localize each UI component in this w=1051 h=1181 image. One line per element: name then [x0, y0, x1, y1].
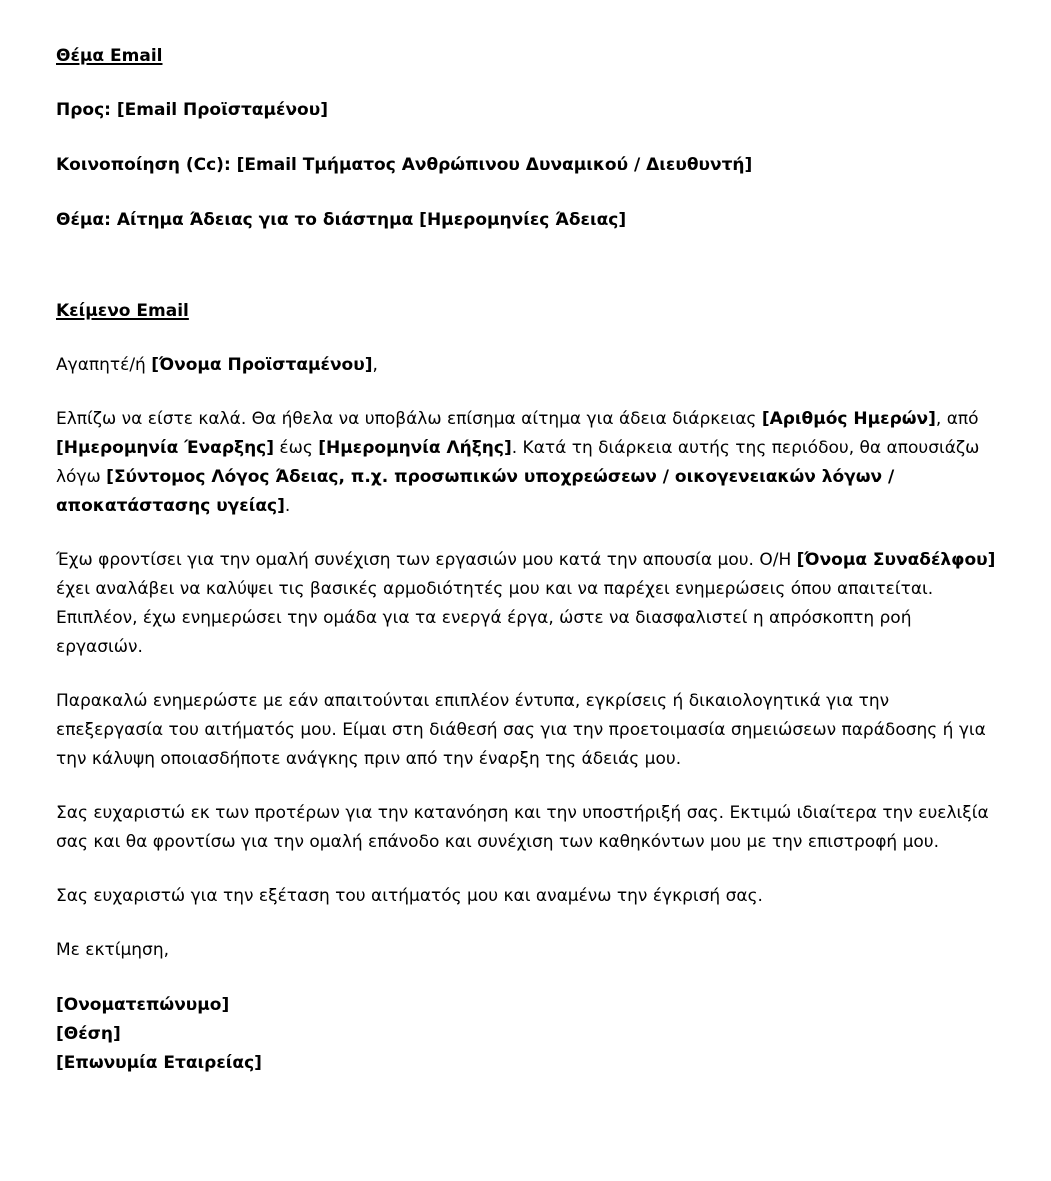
signature-block — [56, 991, 996, 1078]
spacer — [56, 323, 996, 351]
spacer — [56, 68, 996, 98]
signature-company: [Επωνυμία Εταιρείας] — [56, 1053, 262, 1073]
paragraph-1-placeholder-reason: [Σύντομος Λόγος Άδειας, π.χ. προσωπικών υποχρεώσεων / οικογενειακών λόγων / αποκατάστασης υγείας] — [56, 467, 895, 516]
paragraph-1-part-4: . Κατά τη διάρκεια αυτής της περιόδου, θα απουσιάζω λόγω — [56, 438, 980, 487]
paragraph-1-placeholder-end-date: [Ημερομηνία Λήξης] — [318, 438, 512, 458]
subject-section-heading-text: Θέμα Email — [56, 46, 163, 66]
paragraph-1-part-2: , από — [935, 409, 979, 429]
email-cc-line: Κοινοποίηση (Cc): [Email Τμήματος Ανθρώπινου Δυναμικού / Διευθυντή] — [56, 155, 753, 175]
email-subject-line: Θέμα: Αίτημα Άδειας για το διάστημα [Ημερομηνίες Άδειας] — [56, 210, 627, 230]
paragraph-1-part-3: έως — [274, 438, 319, 458]
body-paragraph-2 — [56, 546, 996, 662]
paragraph-1-placeholder-start-date: [Ημερομηνία Έναρξης] — [56, 438, 275, 458]
spacer — [56, 662, 996, 687]
paragraph-1-placeholder-days: [Αριθμός Ημερών] — [761, 409, 936, 429]
subject-section-heading — [56, 44, 996, 68]
paragraph-1-part-5: . — [284, 496, 291, 516]
spacer — [56, 178, 996, 208]
spacer — [56, 911, 996, 936]
body-paragraph-1 — [56, 405, 996, 521]
greeting-line — [56, 351, 996, 380]
closing-line: Με εκτίμηση, — [56, 940, 169, 960]
spacer — [56, 380, 996, 405]
spacer — [56, 857, 996, 882]
paragraph-2-placeholder-colleague: [Όνομα Συναδέλφου] — [796, 550, 996, 570]
signature-position: [Θέση] — [56, 1024, 121, 1044]
greeting-placeholder: [Όνομα Προϊσταμένου] — [151, 355, 373, 375]
spacer — [56, 521, 996, 546]
body-section-heading-text: Κείμενο Email — [56, 301, 189, 321]
signature-name: [Ονοματεπώνυμο] — [56, 995, 230, 1015]
greeting-prefix: Αγαπητέ/ή — [56, 355, 152, 375]
spacer — [56, 233, 996, 299]
paragraph-2-part-1: Έχω φροντίσει για την ομαλή συνέχιση των εργασιών μου κατά την απουσία μου. Ο/Η — [56, 550, 797, 570]
spacer — [56, 774, 996, 799]
body-paragraph-4: Σας ευχαριστώ εκ των προτέρων για την κατανόηση και την υποστήριξή σας. Εκτιμώ ιδιαίτερα την ευελιξία σας και θα φροντίσω για την ομαλή επάνοδο και συνέχιση των καθηκόντων μου με την επιστροφή μου. — [56, 803, 989, 852]
spacer — [56, 965, 996, 991]
greeting-suffix: , — [372, 355, 378, 375]
paragraph-1-part-1: Ελπίζω να είστε καλά. Θα ήθελα να υποβάλω επίσημα αίτημα για άδεια διάρκειας — [56, 409, 762, 429]
spacer — [56, 123, 996, 153]
email-to-line: Προς: [Email Προϊσταμένου] — [56, 100, 328, 120]
body-paragraph-5: Σας ευχαριστώ για την εξέταση του αιτήματός μου και αναμένω την έγκρισή σας. — [56, 886, 763, 906]
body-paragraph-3: Παρακαλώ ενημερώστε με εάν απαιτούνται επιπλέον έντυπα, εγκρίσεις ή δικαιολογητικά για την επεξεργασία του αιτήματός μου. Είμαι στη διάθεσή σας για την προετοιμασία σημειώσεων παράδοσης ή για την κάλυψη οποιασδήποτε ανάγκης πριν από την έναρξη της άδειάς μου. — [56, 691, 986, 769]
email-template-document — [56, 44, 996, 1078]
paragraph-2-part-2: έχει αναλάβει να καλύψει τις βασικές αρμοδιότητές μου και να παρέχει ενημερώσεις όπου απαιτείται. Επιπλέον, έχω ενημερώσει την ομάδα για τα ενεργά έργα, ώστε να διασφαλιστεί η απρόσκοπτη ροή εργασιών. — [56, 579, 934, 657]
body-section-heading — [56, 299, 996, 323]
